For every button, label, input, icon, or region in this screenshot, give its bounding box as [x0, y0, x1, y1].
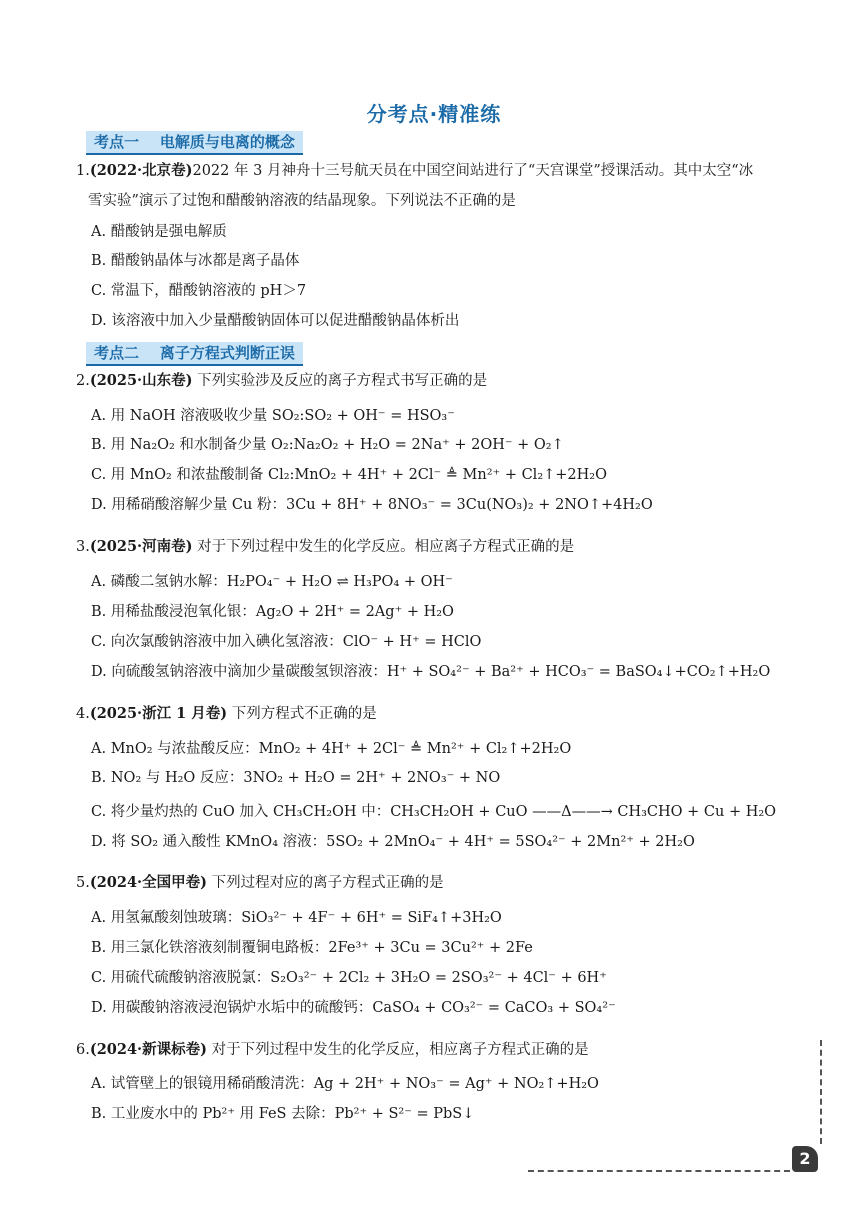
- option-c: C. 用 MnO₂ 和浓盐酸制备 Cl₂:MnO₂ + 4H⁺ + 2Cl⁻ ≜ Mn²⁺ + Cl₂↑+2H₂O: [91, 467, 607, 483]
- page-number-badge: 2: [792, 1146, 818, 1172]
- option-a: A. MnO₂ 与浓盐酸反应：MnO₂ + 4H⁺ + 2Cl⁻ ≜ Mn²⁺ + Cl₂↑+2H₂O: [91, 741, 572, 757]
- section-banner-2: 考点二 离子方程式判断正误: [86, 342, 303, 366]
- option-d: D. 将 SO₂ 通入酸性 KMnO₄ 溶液：5SO₂ + 2MnO₄⁻ + 4H⁺ = 5SO₄²⁻ + 2Mn²⁺ + 2H₂O: [91, 834, 695, 850]
- section-banner-1: 考点一 电解质与电离的概念: [86, 131, 303, 155]
- option-a: A. 用氢氟酸刻蚀玻璃：SiO₃²⁻ + 4F⁻ + 6H⁺ = SiF₄↑+3H₂O: [91, 910, 502, 926]
- question-number: 5.: [76, 875, 90, 891]
- question-4-stem: [76, 699, 816, 729]
- stem-line-2: 雪实验”演示了过饱和醋酸钠溶液的结晶现象。下列说法不正确的是: [88, 193, 516, 209]
- question-number: 4.: [76, 706, 90, 722]
- option-b: B. 醋酸钠晶体与冰都是离子晶体: [91, 253, 300, 269]
- stem-line-1: 2022 年 3 月神舟十三号航天员在中国空间站进行了“天宫课堂”授课活动。其中太空“冰: [192, 163, 754, 179]
- option-a: A. 磷酸二氢钠水解：H₂PO₄⁻ + H₂O ⇌ H₃PO₄ + OH⁻: [91, 574, 453, 590]
- option-b: B. 用 Na₂O₂ 和水制备少量 O₂:Na₂O₂ + H₂O = 2Na⁺ + 2OH⁻ + O₂↑: [91, 437, 564, 453]
- stem-line-1: 下列过程对应的离子方程式正确的是: [206, 875, 444, 891]
- option-c: C. 向次氯酸钠溶液中加入碘化氢溶液：ClO⁻ + H⁺ = HClO: [91, 634, 482, 650]
- option-b: B. NO₂ 与 H₂O 反应：3NO₂ + H₂O = 2H⁺ + 2NO₃⁻ + NO: [91, 770, 501, 786]
- question-number: 6.: [76, 1042, 90, 1058]
- question-3-stem: [76, 532, 816, 562]
- question-source: (2024·全国甲卷): [89, 874, 207, 891]
- option-a: A. 醋酸钠是强电解质: [91, 224, 227, 240]
- question-number: 3.: [76, 539, 90, 555]
- option-c: C. 将少量灼热的 CuO 加入 CH₃CH₂OH 中：CH₃CH₂OH + CuO ——Δ——→ CH₃CHO + Cu + H₂O: [91, 804, 777, 820]
- option-d: D. 用稀硝酸溶解少量 Cu 粉：3Cu + 8H⁺ + 8NO₃⁻ = 3Cu(NO₃)₂ + 2NO↑+4H₂O: [91, 497, 653, 513]
- question-source: (2025·浙江 1 月卷): [89, 705, 228, 722]
- option-b: B. 工业废水中的 Pb²⁺ 用 FeS 去除：Pb²⁺ + S²⁻ = PbS↓: [91, 1106, 475, 1122]
- corner-dash-horizontal: [528, 1170, 790, 1172]
- question-source: (2025·河南卷): [89, 538, 193, 555]
- question-2-stem: [76, 366, 816, 396]
- option-d: D. 用碳酸钠溶液浸泡锅炉水垢中的硫酸钙：CaSO₄ + CO₃²⁻ = CaCO₃ + SO₄²⁻: [91, 1000, 616, 1016]
- question-source: (2022·北京卷): [89, 162, 193, 179]
- option-a: A. 用 NaOH 溶液吸收少量 SO₂:SO₂ + OH⁻ = HSO₃⁻: [91, 408, 455, 424]
- option-a: A. 试管壁上的银镜用稀硝酸清洗：Ag + 2H⁺ + NO₃⁻ = Ag⁺ + NO₂↑+H₂O: [91, 1076, 599, 1092]
- stem-line-1: 对于下列过程中发生的化学反应。相应离子方程式正确的是: [192, 539, 575, 555]
- question-source: (2025·山东卷): [89, 372, 193, 389]
- question-5-stem: [76, 868, 816, 898]
- stem-line-1: 下列实验涉及反应的离子方程式书写正确的是: [192, 373, 488, 389]
- stem-line-1: 下列方程式不正确的是: [227, 706, 377, 722]
- page-title: 分考点·精准练: [366, 102, 502, 126]
- question-number: 2.: [76, 373, 90, 389]
- stem-line-1: 对于下列过程中发生的化学反应，相应离子方程式正确的是: [206, 1042, 589, 1058]
- corner-dash-vertical: [820, 1040, 822, 1144]
- question-number: 1.: [76, 163, 90, 179]
- option-d: D. 向硫酸氢钠溶液中滴加少量碳酸氢钡溶液：H⁺ + SO₄²⁻ + Ba²⁺ + HCO₃⁻ = BaSO₄↓+CO₂↑+H₂O: [91, 664, 771, 680]
- option-b: B. 用三氯化铁溶液刻制覆铜电路板：2Fe³⁺ + 3Cu = 3Cu²⁺ + 2Fe: [91, 940, 533, 956]
- option-d: D. 该溶液中加入少量醋酸钠固体可以促进醋酸钠晶体析出: [91, 313, 460, 329]
- question-1-stem: [76, 156, 816, 216]
- question-source: (2024·新课标卷): [89, 1041, 207, 1058]
- option-c: C. 常温下，醋酸钠溶液的 pH＞7: [91, 283, 307, 299]
- question-6-stem: [76, 1035, 816, 1065]
- option-c: C. 用硫代硫酸钠溶液脱氯：S₂O₃²⁻ + 2Cl₂ + 3H₂O = 2SO₃²⁻ + 4Cl⁻ + 6H⁺: [91, 970, 607, 986]
- option-b: B. 用稀盐酸浸泡氧化银：Ag₂O + 2H⁺ = 2Ag⁺ + H₂O: [91, 604, 454, 620]
